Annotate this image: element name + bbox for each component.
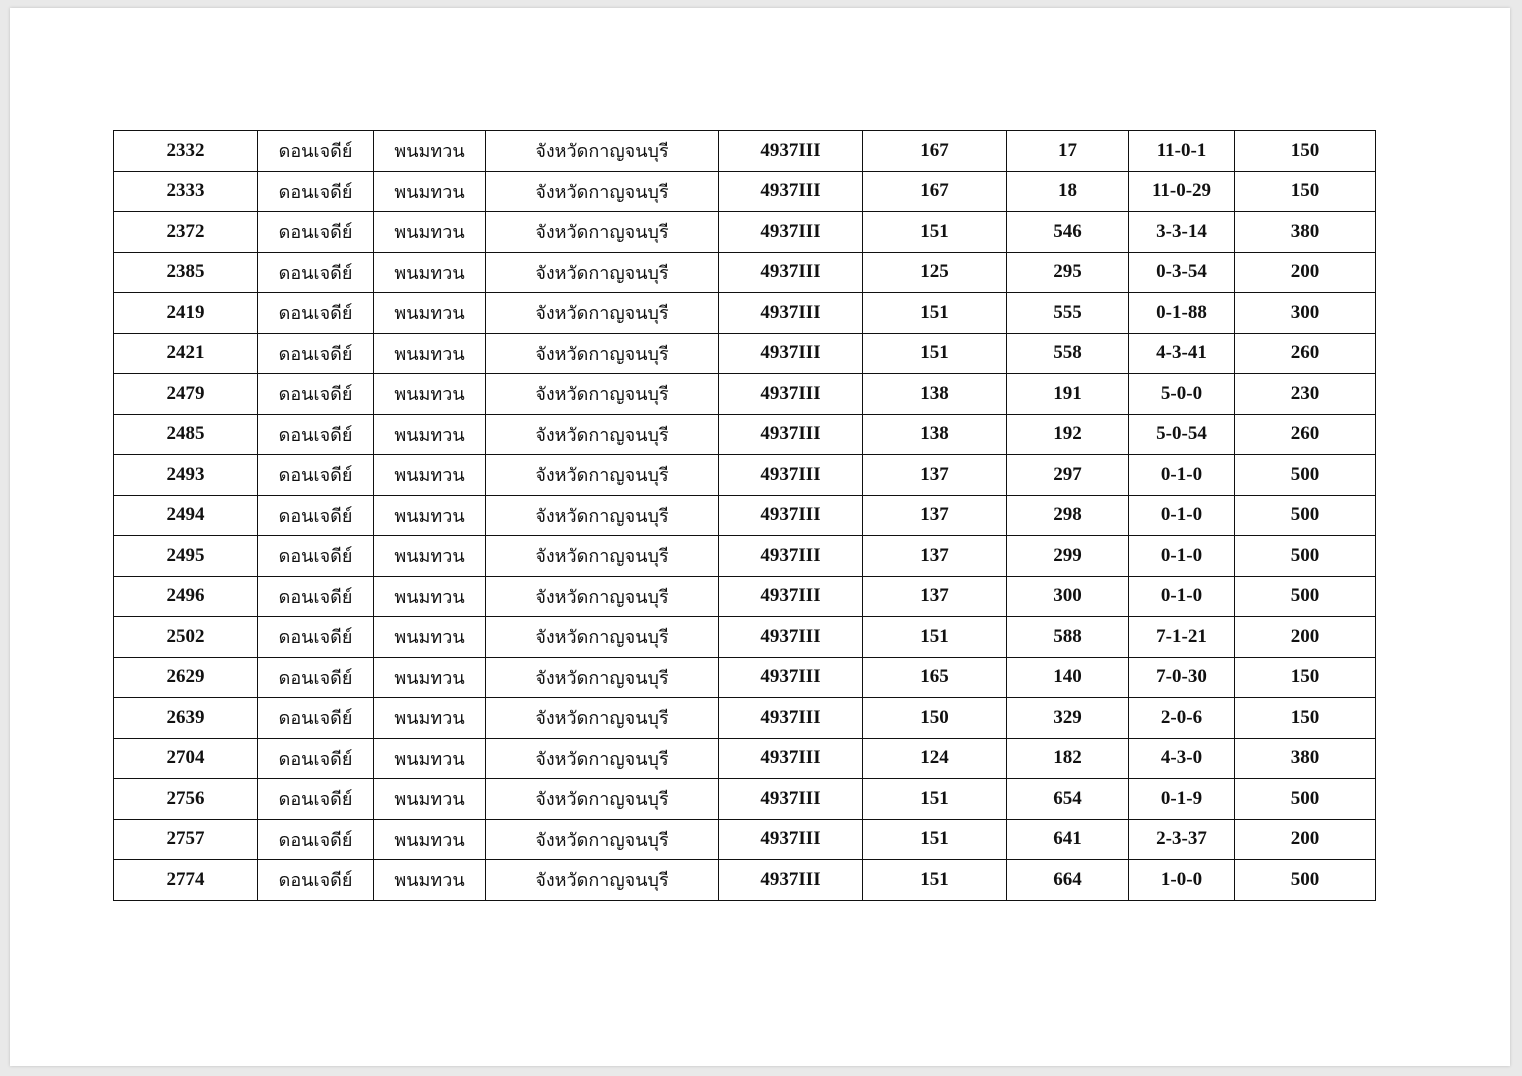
- sheet-number-cell: 151: [863, 860, 1007, 901]
- price-cell: 200: [1235, 252, 1376, 293]
- deed-number-cell: 2495: [114, 536, 258, 577]
- parcel-number-cell: 298: [1007, 495, 1129, 536]
- district-cell: พนมทวน: [374, 819, 486, 860]
- subdistrict-cell: ดอนเจดีย์: [258, 576, 374, 617]
- district-cell: พนมทวน: [374, 131, 486, 172]
- table-row: [114, 738, 1376, 779]
- deed-number-cell: 2704: [114, 738, 258, 779]
- district-cell: พนมทวน: [374, 212, 486, 253]
- district-cell: พนมทวน: [374, 171, 486, 212]
- parcel-number-cell: 329: [1007, 698, 1129, 739]
- district-cell: พนมทวน: [374, 455, 486, 496]
- parcel-number-cell: 297: [1007, 455, 1129, 496]
- parcel-number-cell: 641: [1007, 819, 1129, 860]
- table-row: [114, 455, 1376, 496]
- table-body: [114, 131, 1376, 901]
- deed-number-cell: 2385: [114, 252, 258, 293]
- map-sheet-cell: 4937III: [719, 819, 863, 860]
- sheet-number-cell: 150: [863, 698, 1007, 739]
- province-cell: จังหวัดกาญจนบุรี: [486, 131, 719, 172]
- area-cell: 2-0-6: [1129, 698, 1235, 739]
- price-cell: 150: [1235, 698, 1376, 739]
- parcel-number-cell: 664: [1007, 860, 1129, 901]
- table-row: [114, 252, 1376, 293]
- area-cell: 5-0-54: [1129, 414, 1235, 455]
- map-sheet-cell: 4937III: [719, 131, 863, 172]
- sheet-number-cell: 151: [863, 212, 1007, 253]
- province-cell: จังหวัดกาญจนบุรี: [486, 576, 719, 617]
- map-sheet-cell: 4937III: [719, 495, 863, 536]
- sheet-number-cell: 137: [863, 455, 1007, 496]
- subdistrict-cell: ดอนเจดีย์: [258, 698, 374, 739]
- subdistrict-cell: ดอนเจดีย์: [258, 252, 374, 293]
- deed-number-cell: 2774: [114, 860, 258, 901]
- price-cell: 200: [1235, 819, 1376, 860]
- parcel-number-cell: 140: [1007, 657, 1129, 698]
- map-sheet-cell: 4937III: [719, 455, 863, 496]
- province-cell: จังหวัดกาญจนบุรี: [486, 293, 719, 334]
- province-cell: จังหวัดกาญจนบุรี: [486, 819, 719, 860]
- table-row: [114, 171, 1376, 212]
- province-cell: จังหวัดกาญจนบุรี: [486, 495, 719, 536]
- province-cell: จังหวัดกาญจนบุรี: [486, 779, 719, 820]
- subdistrict-cell: ดอนเจดีย์: [258, 536, 374, 577]
- map-sheet-cell: 4937III: [719, 576, 863, 617]
- district-cell: พนมทวน: [374, 617, 486, 658]
- area-cell: 1-0-0: [1129, 860, 1235, 901]
- table-row: [114, 819, 1376, 860]
- price-cell: 380: [1235, 738, 1376, 779]
- deed-number-cell: 2629: [114, 657, 258, 698]
- price-cell: 500: [1235, 576, 1376, 617]
- subdistrict-cell: ดอนเจดีย์: [258, 131, 374, 172]
- deed-number-cell: 2419: [114, 293, 258, 334]
- deed-number-cell: 2333: [114, 171, 258, 212]
- map-sheet-cell: 4937III: [719, 333, 863, 374]
- parcel-number-cell: 654: [1007, 779, 1129, 820]
- province-cell: จังหวัดกาญจนบุรี: [486, 657, 719, 698]
- subdistrict-cell: ดอนเจดีย์: [258, 333, 374, 374]
- province-cell: จังหวัดกาญจนบุรี: [486, 455, 719, 496]
- price-cell: 380: [1235, 212, 1376, 253]
- sheet-number-cell: 138: [863, 374, 1007, 415]
- table-row: [114, 860, 1376, 901]
- sheet-number-cell: 165: [863, 657, 1007, 698]
- price-cell: 260: [1235, 414, 1376, 455]
- deed-number-cell: 2493: [114, 455, 258, 496]
- province-cell: จังหวัดกาญจนบุรี: [486, 536, 719, 577]
- area-cell: 0-1-0: [1129, 455, 1235, 496]
- area-cell: 0-1-0: [1129, 576, 1235, 617]
- subdistrict-cell: ดอนเจดีย์: [258, 293, 374, 334]
- table-row: [114, 293, 1376, 334]
- map-sheet-cell: 4937III: [719, 252, 863, 293]
- parcel-number-cell: 17: [1007, 131, 1129, 172]
- province-cell: จังหวัดกาญจนบุรี: [486, 333, 719, 374]
- parcel-number-cell: 295: [1007, 252, 1129, 293]
- area-cell: 7-0-30: [1129, 657, 1235, 698]
- map-sheet-cell: 4937III: [719, 293, 863, 334]
- area-cell: 0-1-0: [1129, 495, 1235, 536]
- deed-number-cell: 2372: [114, 212, 258, 253]
- subdistrict-cell: ดอนเจดีย์: [258, 374, 374, 415]
- map-sheet-cell: 4937III: [719, 860, 863, 901]
- area-cell: 4-3-0: [1129, 738, 1235, 779]
- province-cell: จังหวัดกาญจนบุรี: [486, 171, 719, 212]
- table-row: [114, 657, 1376, 698]
- district-cell: พนมทวน: [374, 738, 486, 779]
- area-cell: 0-3-54: [1129, 252, 1235, 293]
- table-row: [114, 212, 1376, 253]
- district-cell: พนมทวน: [374, 293, 486, 334]
- province-cell: จังหวัดกาญจนบุรี: [486, 252, 719, 293]
- price-cell: 500: [1235, 860, 1376, 901]
- price-cell: 260: [1235, 333, 1376, 374]
- province-cell: จังหวัดกาญจนบุรี: [486, 738, 719, 779]
- deed-number-cell: 2485: [114, 414, 258, 455]
- province-cell: จังหวัดกาญจนบุรี: [486, 860, 719, 901]
- sheet-number-cell: 137: [863, 495, 1007, 536]
- map-sheet-cell: 4937III: [719, 738, 863, 779]
- sheet-number-cell: 137: [863, 576, 1007, 617]
- deed-number-cell: 2757: [114, 819, 258, 860]
- district-cell: พนมทวน: [374, 860, 486, 901]
- subdistrict-cell: ดอนเจดีย์: [258, 212, 374, 253]
- subdistrict-cell: ดอนเจดีย์: [258, 860, 374, 901]
- price-cell: 500: [1235, 495, 1376, 536]
- price-cell: 500: [1235, 779, 1376, 820]
- sheet-number-cell: 151: [863, 819, 1007, 860]
- area-cell: 4-3-41: [1129, 333, 1235, 374]
- area-cell: 7-1-21: [1129, 617, 1235, 658]
- sheet-number-cell: 151: [863, 333, 1007, 374]
- province-cell: จังหวัดกาญจนบุรี: [486, 698, 719, 739]
- subdistrict-cell: ดอนเจดีย์: [258, 414, 374, 455]
- subdistrict-cell: ดอนเจดีย์: [258, 738, 374, 779]
- deed-number-cell: 2332: [114, 131, 258, 172]
- district-cell: พนมทวน: [374, 414, 486, 455]
- table-row: [114, 374, 1376, 415]
- subdistrict-cell: ดอนเจดีย์: [258, 617, 374, 658]
- land-parcel-table: [113, 130, 1376, 901]
- price-cell: 150: [1235, 657, 1376, 698]
- price-cell: 150: [1235, 131, 1376, 172]
- map-sheet-cell: 4937III: [719, 374, 863, 415]
- parcel-number-cell: 546: [1007, 212, 1129, 253]
- sheet-number-cell: 138: [863, 414, 1007, 455]
- price-cell: 150: [1235, 171, 1376, 212]
- deed-number-cell: 2494: [114, 495, 258, 536]
- district-cell: พนมทวน: [374, 495, 486, 536]
- province-cell: จังหวัดกาญจนบุรี: [486, 374, 719, 415]
- deed-number-cell: 2639: [114, 698, 258, 739]
- table-row: [114, 576, 1376, 617]
- table-row: [114, 333, 1376, 374]
- subdistrict-cell: ดอนเจดีย์: [258, 495, 374, 536]
- parcel-number-cell: 300: [1007, 576, 1129, 617]
- parcel-number-cell: 558: [1007, 333, 1129, 374]
- parcel-number-cell: 191: [1007, 374, 1129, 415]
- price-cell: 500: [1235, 455, 1376, 496]
- sheet-number-cell: 137: [863, 536, 1007, 577]
- parcel-number-cell: 18: [1007, 171, 1129, 212]
- subdistrict-cell: ดอนเจดีย์: [258, 779, 374, 820]
- district-cell: พนมทวน: [374, 252, 486, 293]
- deed-number-cell: 2756: [114, 779, 258, 820]
- table-row: [114, 495, 1376, 536]
- map-sheet-cell: 4937III: [719, 779, 863, 820]
- sheet-number-cell: 167: [863, 131, 1007, 172]
- sheet-number-cell: 151: [863, 293, 1007, 334]
- province-cell: จังหวัดกาญจนบุรี: [486, 212, 719, 253]
- province-cell: จังหวัดกาญจนบุรี: [486, 617, 719, 658]
- map-sheet-cell: 4937III: [719, 212, 863, 253]
- parcel-number-cell: 588: [1007, 617, 1129, 658]
- sheet-number-cell: 151: [863, 779, 1007, 820]
- map-sheet-cell: 4937III: [719, 617, 863, 658]
- sheet-number-cell: 167: [863, 171, 1007, 212]
- sheet-number-cell: 124: [863, 738, 1007, 779]
- area-cell: 3-3-14: [1129, 212, 1235, 253]
- district-cell: พนมทวน: [374, 698, 486, 739]
- price-cell: 300: [1235, 293, 1376, 334]
- map-sheet-cell: 4937III: [719, 657, 863, 698]
- subdistrict-cell: ดอนเจดีย์: [258, 171, 374, 212]
- district-cell: พนมทวน: [374, 779, 486, 820]
- sheet-number-cell: 151: [863, 617, 1007, 658]
- map-sheet-cell: 4937III: [719, 536, 863, 577]
- district-cell: พนมทวน: [374, 374, 486, 415]
- area-cell: 5-0-0: [1129, 374, 1235, 415]
- table-row: [114, 779, 1376, 820]
- table-row: [114, 617, 1376, 658]
- area-cell: 0-1-88: [1129, 293, 1235, 334]
- table-row: [114, 131, 1376, 172]
- district-cell: พนมทวน: [374, 536, 486, 577]
- parcel-number-cell: 192: [1007, 414, 1129, 455]
- district-cell: พนมทวน: [374, 333, 486, 374]
- subdistrict-cell: ดอนเจดีย์: [258, 819, 374, 860]
- price-cell: 500: [1235, 536, 1376, 577]
- table-row: [114, 414, 1376, 455]
- table-row: [114, 536, 1376, 577]
- area-cell: 11-0-29: [1129, 171, 1235, 212]
- area-cell: 2-3-37: [1129, 819, 1235, 860]
- province-cell: จังหวัดกาญจนบุรี: [486, 414, 719, 455]
- price-cell: 200: [1235, 617, 1376, 658]
- map-sheet-cell: 4937III: [719, 414, 863, 455]
- price-cell: 230: [1235, 374, 1376, 415]
- map-sheet-cell: 4937III: [719, 171, 863, 212]
- deed-number-cell: 2496: [114, 576, 258, 617]
- document-page: [10, 8, 1510, 1066]
- table-row: [114, 698, 1376, 739]
- area-cell: 0-1-9: [1129, 779, 1235, 820]
- map-sheet-cell: 4937III: [719, 698, 863, 739]
- district-cell: พนมทวน: [374, 657, 486, 698]
- subdistrict-cell: ดอนเจดีย์: [258, 455, 374, 496]
- parcel-number-cell: 555: [1007, 293, 1129, 334]
- sheet-number-cell: 125: [863, 252, 1007, 293]
- deed-number-cell: 2479: [114, 374, 258, 415]
- parcel-number-cell: 182: [1007, 738, 1129, 779]
- district-cell: พนมทวน: [374, 576, 486, 617]
- area-cell: 11-0-1: [1129, 131, 1235, 172]
- deed-number-cell: 2502: [114, 617, 258, 658]
- subdistrict-cell: ดอนเจดีย์: [258, 657, 374, 698]
- deed-number-cell: 2421: [114, 333, 258, 374]
- area-cell: 0-1-0: [1129, 536, 1235, 577]
- parcel-number-cell: 299: [1007, 536, 1129, 577]
